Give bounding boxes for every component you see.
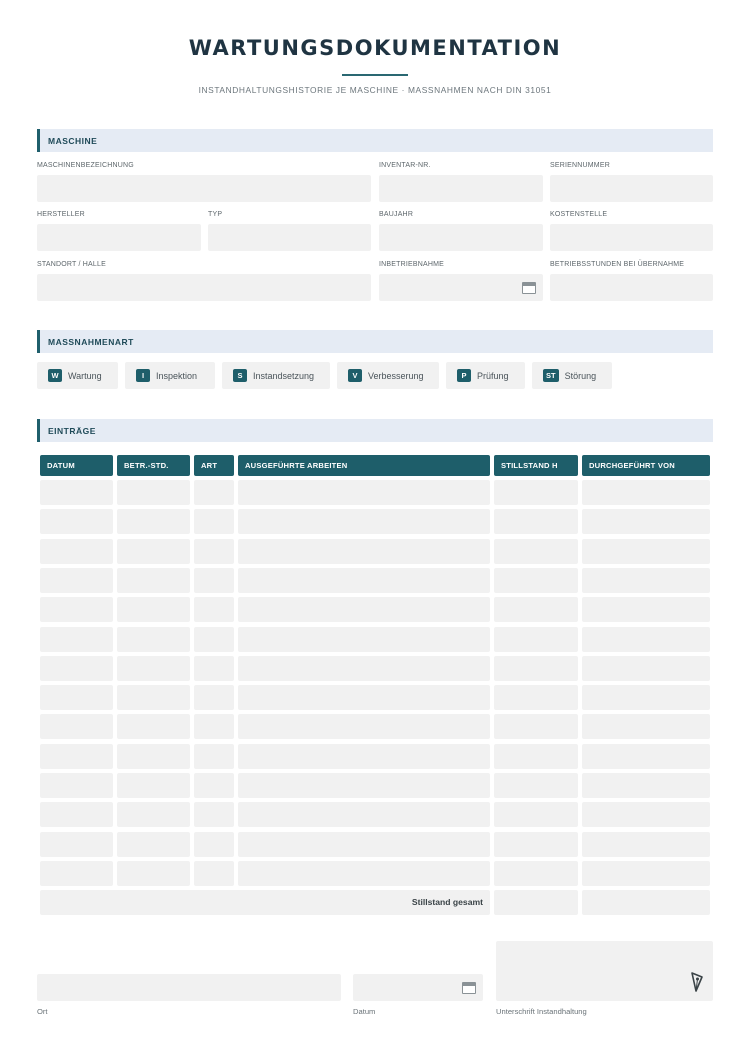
- title-underline: [342, 74, 408, 76]
- work-done-cell[interactable]: [238, 861, 490, 886]
- performed-by-cell[interactable]: [582, 568, 710, 593]
- date-cell[interactable]: [40, 656, 113, 681]
- operating-hours-cell[interactable]: [117, 480, 190, 505]
- downtime-cell[interactable]: [494, 568, 578, 593]
- field-label-cost-center: KOSTENSTELLE: [550, 211, 608, 218]
- type-cell[interactable]: [194, 597, 234, 622]
- chip-label: Verbesserung: [368, 370, 424, 381]
- column-header-downtime: STILLSTAND H: [494, 455, 578, 476]
- performed-by-cell[interactable]: [582, 773, 710, 798]
- place-field[interactable]: [37, 974, 341, 1001]
- work-done-cell[interactable]: [238, 656, 490, 681]
- work-done-cell[interactable]: [238, 773, 490, 798]
- operating-hours-cell[interactable]: [117, 773, 190, 798]
- chip-label: Wartung: [68, 370, 102, 381]
- field-label-designation: MASCHINENBEZEICHNUNG: [37, 162, 134, 169]
- performed-by-cell[interactable]: [582, 656, 710, 681]
- work-done-cell[interactable]: [238, 832, 490, 857]
- section-header-measure-type: [37, 330, 713, 353]
- cost-center-field[interactable]: [550, 224, 713, 251]
- total-downtime-label-row: [40, 890, 490, 915]
- downtime-cell[interactable]: [494, 744, 578, 769]
- chip-label: Inspektion: [156, 370, 198, 381]
- date-cell[interactable]: [40, 509, 113, 534]
- measure-chip-wartung[interactable]: [37, 362, 118, 389]
- downtime-cell[interactable]: [494, 509, 578, 534]
- type-cell[interactable]: [194, 480, 234, 505]
- column-header-operating-hours: BETR.-STD.: [117, 455, 190, 476]
- chip-code: ST: [543, 369, 559, 382]
- place-label: Ort: [37, 1007, 48, 1016]
- work-done-cell[interactable]: [238, 627, 490, 652]
- measure-chip-instandsetzung[interactable]: [222, 362, 330, 389]
- pen-nib-icon: [689, 971, 705, 993]
- operating-hours-cell[interactable]: [117, 656, 190, 681]
- section-title: EINTRÄGE: [48, 426, 96, 436]
- chip-label: Instandsetzung: [253, 370, 315, 381]
- downtime-cell[interactable]: [494, 802, 578, 827]
- field-label-year: BAUJAHR: [379, 211, 414, 218]
- page-subtitle: INSTANDHALTUNGSHISTORIE JE MASCHINE · MASSNAHMEN NACH DIN 31051: [198, 85, 552, 95]
- field-label-commissioning: INBETRIEBNAHME: [379, 261, 445, 268]
- type-cell[interactable]: [194, 714, 234, 739]
- performed-by-cell[interactable]: [582, 539, 710, 564]
- work-done-cell[interactable]: [238, 568, 490, 593]
- date-cell[interactable]: [40, 597, 113, 622]
- type-cell[interactable]: [194, 627, 234, 652]
- performed-by-cell[interactable]: [582, 480, 710, 505]
- downtime-cell[interactable]: [494, 480, 578, 505]
- field-label-type: TYP: [208, 211, 223, 218]
- downtime-cell[interactable]: [494, 627, 578, 652]
- measure-chip-inspektion[interactable]: [125, 362, 215, 389]
- date-cell[interactable]: [40, 685, 113, 710]
- performed-by-cell[interactable]: [582, 685, 710, 710]
- performed-by-cell[interactable]: [582, 861, 710, 886]
- performed-by-cell[interactable]: [582, 597, 710, 622]
- downtime-cell[interactable]: [494, 861, 578, 886]
- chip-label: Prüfung: [477, 370, 509, 381]
- date-cell[interactable]: [40, 773, 113, 798]
- total-performed-by-field[interactable]: [582, 890, 710, 915]
- column-header-date: DATUM: [40, 455, 113, 476]
- chip-code: S: [233, 369, 247, 382]
- date-cell[interactable]: [40, 480, 113, 505]
- date-cell[interactable]: [40, 744, 113, 769]
- commissioning-date-field[interactable]: [379, 274, 543, 301]
- date-field[interactable]: [353, 974, 483, 1001]
- operating-hours-cell[interactable]: [117, 714, 190, 739]
- date-cell[interactable]: [40, 832, 113, 857]
- section-header-entries: [37, 419, 713, 442]
- work-done-cell[interactable]: [238, 539, 490, 564]
- date-cell[interactable]: [40, 802, 113, 827]
- date-cell[interactable]: [40, 568, 113, 593]
- date-cell[interactable]: [40, 627, 113, 652]
- work-done-cell[interactable]: [238, 802, 490, 827]
- column-header-work-done: AUSGEFÜHRTE ARBEITEN: [238, 455, 490, 476]
- chip-code: V: [348, 369, 362, 382]
- performed-by-cell[interactable]: [582, 832, 710, 857]
- date-label: Datum: [353, 1007, 376, 1016]
- operating-hours-field[interactable]: [550, 274, 713, 301]
- operating-hours-cell[interactable]: [117, 568, 190, 593]
- calendar-icon[interactable]: [522, 282, 536, 294]
- operating-hours-cell[interactable]: [117, 832, 190, 857]
- performed-by-cell[interactable]: [582, 714, 710, 739]
- column-header-type: ART: [194, 455, 234, 476]
- type-cell[interactable]: [194, 685, 234, 710]
- work-done-cell[interactable]: [238, 597, 490, 622]
- type-cell[interactable]: [194, 568, 234, 593]
- inventory-no-field[interactable]: [379, 175, 543, 202]
- field-label-inventory: INVENTAR-NR.: [379, 162, 431, 169]
- year-field[interactable]: [379, 224, 543, 251]
- total-downtime-field[interactable]: [494, 890, 578, 915]
- operating-hours-cell[interactable]: [117, 685, 190, 710]
- field-label-manufacturer: HERSTELLER: [37, 211, 85, 218]
- date-cell[interactable]: [40, 714, 113, 739]
- column-header-performed-by: DURCHGEFÜHRT VON: [582, 455, 710, 476]
- designation-field[interactable]: [37, 175, 371, 202]
- work-done-cell[interactable]: [238, 685, 490, 710]
- work-done-cell[interactable]: [238, 714, 490, 739]
- chip-label: Störung: [564, 370, 597, 381]
- downtime-cell[interactable]: [494, 714, 578, 739]
- signature-field[interactable]: [496, 941, 713, 1001]
- section-title: MASCHINE: [48, 136, 98, 146]
- type-cell[interactable]: [194, 802, 234, 827]
- date-cell[interactable]: [40, 861, 113, 886]
- operating-hours-cell[interactable]: [117, 802, 190, 827]
- work-done-cell[interactable]: [238, 744, 490, 769]
- type-cell[interactable]: [194, 832, 234, 857]
- measure-chip-pruefung[interactable]: [446, 362, 525, 389]
- downtime-cell[interactable]: [494, 773, 578, 798]
- work-done-cell[interactable]: [238, 509, 490, 534]
- downtime-cell[interactable]: [494, 539, 578, 564]
- field-label-location: STANDORT / HALLE: [37, 261, 106, 268]
- type-field[interactable]: [208, 224, 371, 251]
- performed-by-cell[interactable]: [582, 627, 710, 652]
- serial-no-field[interactable]: [550, 175, 713, 202]
- operating-hours-cell[interactable]: [117, 539, 190, 564]
- downtime-cell[interactable]: [494, 597, 578, 622]
- performed-by-cell[interactable]: [582, 744, 710, 769]
- date-cell[interactable]: [40, 539, 113, 564]
- location-field[interactable]: [37, 274, 371, 301]
- downtime-cell[interactable]: [494, 685, 578, 710]
- downtime-cell[interactable]: [494, 832, 578, 857]
- total-downtime-label: Stillstand gesamt: [411, 897, 483, 907]
- type-cell[interactable]: [194, 773, 234, 798]
- section-header-machine: [37, 129, 713, 152]
- performed-by-cell[interactable]: [582, 802, 710, 827]
- chip-code: W: [48, 369, 62, 382]
- type-cell[interactable]: [194, 656, 234, 681]
- chip-code: I: [136, 369, 150, 382]
- page-title: WARTUNGSDOKUMENTATION: [188, 36, 562, 60]
- performed-by-cell[interactable]: [582, 509, 710, 534]
- type-cell[interactable]: [194, 861, 234, 886]
- type-cell[interactable]: [194, 744, 234, 769]
- manufacturer-field[interactable]: [37, 224, 201, 251]
- work-done-cell[interactable]: [238, 480, 490, 505]
- type-cell[interactable]: [194, 509, 234, 534]
- downtime-cell[interactable]: [494, 656, 578, 681]
- field-label-operating-hours: BETRIEBSSTUNDEN BEI ÜBERNAHME: [550, 261, 685, 268]
- calendar-icon[interactable]: [462, 982, 476, 994]
- measure-chip-stoerung[interactable]: [532, 362, 612, 389]
- operating-hours-cell[interactable]: [117, 861, 190, 886]
- operating-hours-cell[interactable]: [117, 597, 190, 622]
- type-cell[interactable]: [194, 539, 234, 564]
- measure-chip-verbesserung[interactable]: [337, 362, 439, 389]
- operating-hours-cell[interactable]: [117, 744, 190, 769]
- operating-hours-cell[interactable]: [117, 509, 190, 534]
- field-label-serial: SERIENNUMMER: [550, 162, 610, 169]
- operating-hours-cell[interactable]: [117, 627, 190, 652]
- section-title: MASSNAHMENART: [48, 337, 134, 347]
- signature-label: Unterschrift Instandhaltung: [496, 1007, 587, 1016]
- chip-code: P: [457, 369, 471, 382]
